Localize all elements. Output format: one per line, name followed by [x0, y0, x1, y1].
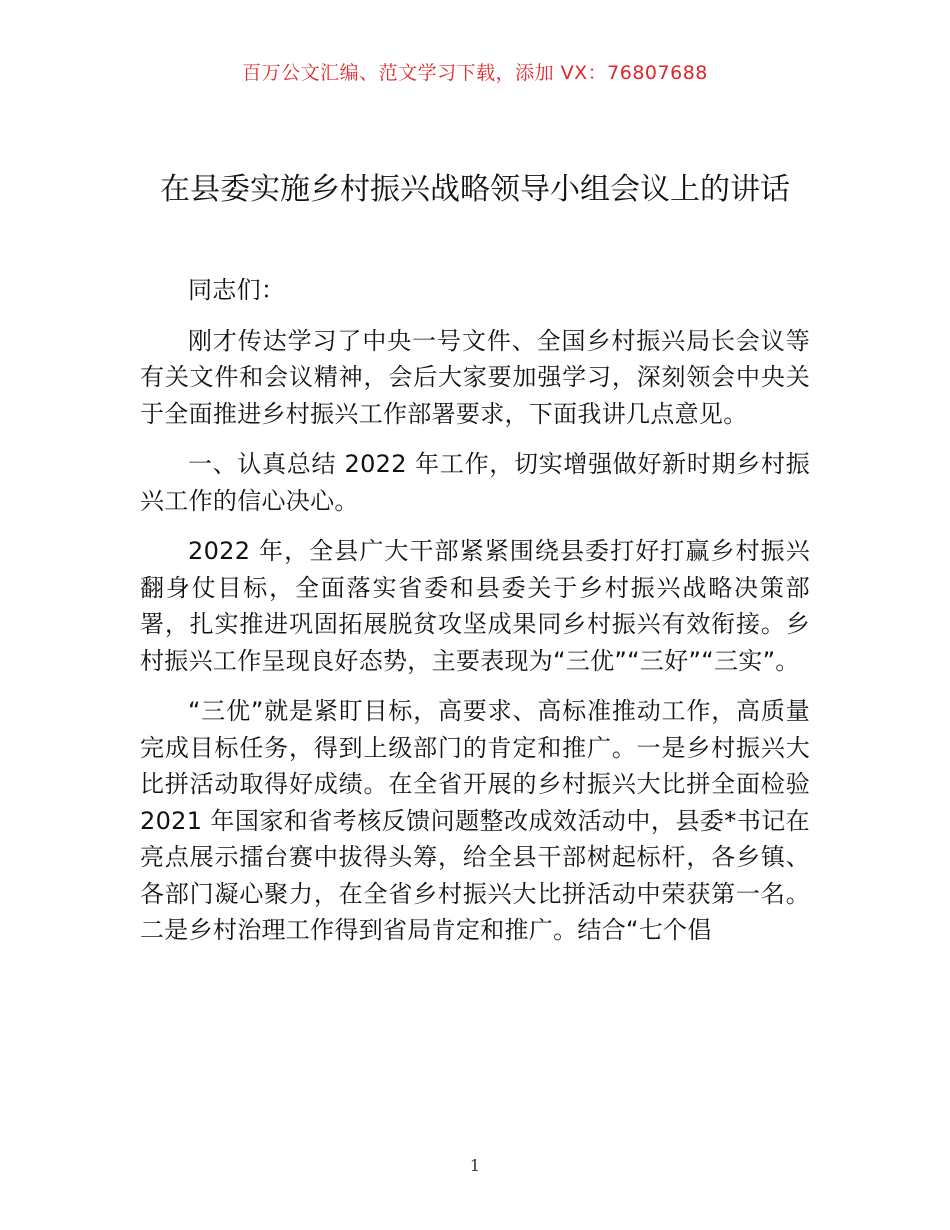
salutation: 同志们： [188, 276, 286, 304]
section-heading-1: 一、认真总结 2022 年工作，切实增强做好新时期乡村振兴工作的信心决心。 [140, 450, 810, 515]
page-number: 1 [469, 1156, 481, 1175]
paragraph-2022-summary: 2022 年，全县广大干部紧紧围绕县委打好打赢乡村振兴翻身仗目标，全面落实省委和县委关于乡村振兴战略决策部署，扎实推进巩固拓展脱贫攻坚成果同乡村振兴有效衔接。乡村振兴工作呈现良好态势，主要表现为“三优”“三好”“三实”。 [140, 537, 810, 675]
document-body [140, 272, 810, 963]
paragraph-three-excellences: “三优”就是紧盯目标，高要求、高标准推动工作，高质量完成目标任务，得到上级部门的肯定和推广。一是乡村振兴大比拼活动取得好成绩。在全省开展的乡村振兴大比拼全面检验 2021 年国家和省考核反馈问题整改成效活动中，县委*书记在亮点展示擂台赛中拔得头筹，给全县干部树起标杆，各乡镇、各部门凝心聚力，在全省乡村振兴大比拼活动中荣获第一名。二是乡村治理工作得到省局肯定和推广。结合“七个倡 [140, 697, 810, 944]
paragraph-intro: 刚才传达学习了中央一号文件、全国乡村振兴局长会议等有关文件和会议精神，会后大家要加强学习，深刻领会中央关于全面推进乡村振兴工作部署要求，下面我讲几点意见。 [140, 326, 810, 428]
document-title: 在县委实施乡村振兴战略领导小组会议上的讲话 [160, 172, 790, 207]
watermark-header: 百万公文汇编、范文学习下载，添加 VX：76807688 [242, 62, 708, 84]
